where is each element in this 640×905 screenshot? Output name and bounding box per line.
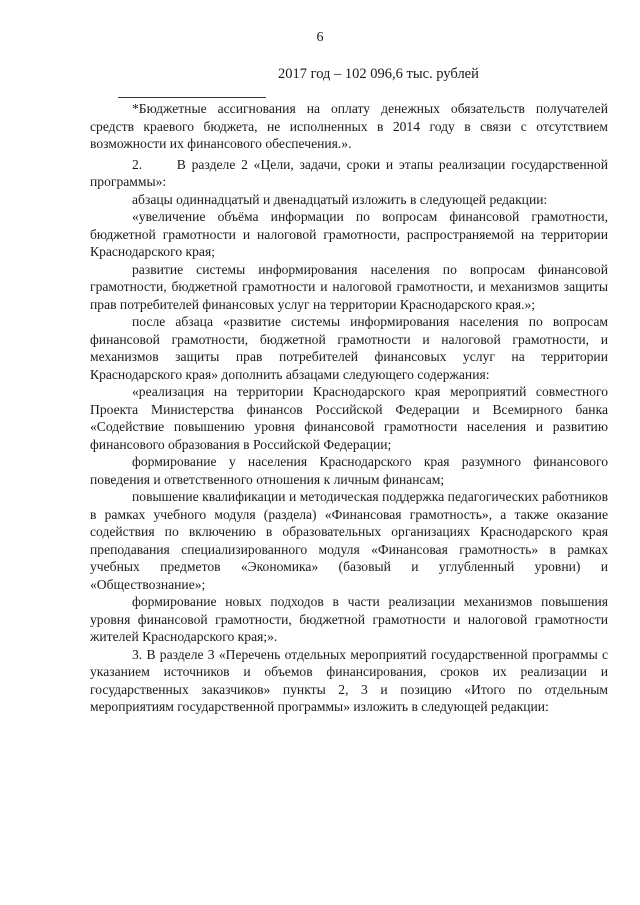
item-2-heading: 2. В разделе 2 «Цели, задачи, сроки и этапы реализации государственной программы»:	[90, 156, 608, 189]
quoted-paragraph: развитие системы информирования населения по вопросам финансовой грамотности, бюджетной грамотности и налоговой грамотности, и механизмов защиты прав потребителей финансовых услуг на территории Краснодарского края.»;	[90, 261, 608, 312]
page-number: 6	[316, 30, 324, 45]
item-3-paragraph: 3. В разделе 3 «Перечень отдельных мероприятий государственной программы с указанием источников и объемов финансирования, сроков их реализации и государственных заказчиков» пункты 2, 3 и позицию «Итого по отдельным мероприятиям государственной программы» изложить в следующей редакции:	[90, 646, 608, 714]
quoted-paragraph: «реализация на территории Краснодарского края мероприятий совместного Проекта Министерства финансов Российской Федерации и Всемирного банка «Содействие повышению уровня финансовой грамотности населения и развитию финансового образования в Российской Федерации;	[90, 384, 608, 452]
footnote-paragraph: *Бюджетные ассигнования на оплату денежных обязательств получателей средств краевого бюджета, не исполненных в 2014 году в связи с отсутствием возможности их финансового обеспечения.».	[90, 101, 608, 151]
quoted-paragraph: повышение квалификации и методическая поддержка педагогических работников в рамках учебного модуля (раздела) «Финансовая грамотность», а также оказание содействия по включению в образовательных организациях Краснодарского края преподавания специализированного модуля «Финансовая грамотность» в рамках учебных предметов «Экономика» (базовый и углубленный уровни) и «Обществознание»;	[90, 489, 608, 592]
instruction-paragraph: после абзаца «развитие системы информирования населения по вопросам финансовой грамотности, бюджетной грамотности и налоговой грамотности, и механизмов защиты прав потребителей финансовых услуг на территории Краснодарского края» дополнить абзацами следующего содержания:	[90, 314, 608, 382]
quoted-paragraph: формирование новых подходов в части реализации механизмов повышения уровня финансовой грамотности, бюджетной грамотности и налоговой грамотности жителей Краснодарского края;».	[90, 594, 608, 644]
quoted-paragraph: формирование у населения Краснодарского края разумного финансового поведения и ответственного отношения к личным финансам;	[90, 454, 608, 487]
quoted-paragraph: «увеличение объёма информации по вопросам финансовой грамотности, бюджетной грамотности и налоговой грамотности, распространяемой на территории Краснодарского края;	[90, 209, 608, 259]
document-body	[90, 100, 608, 716]
footnote-separator	[118, 97, 266, 98]
budget-year-line: 2017 год – 102 096,6 тыс. рублей	[278, 66, 479, 82]
instruction-paragraph: абзацы одиннадцатый и двенадцатый изложить в следующей редакции:	[132, 191, 548, 207]
